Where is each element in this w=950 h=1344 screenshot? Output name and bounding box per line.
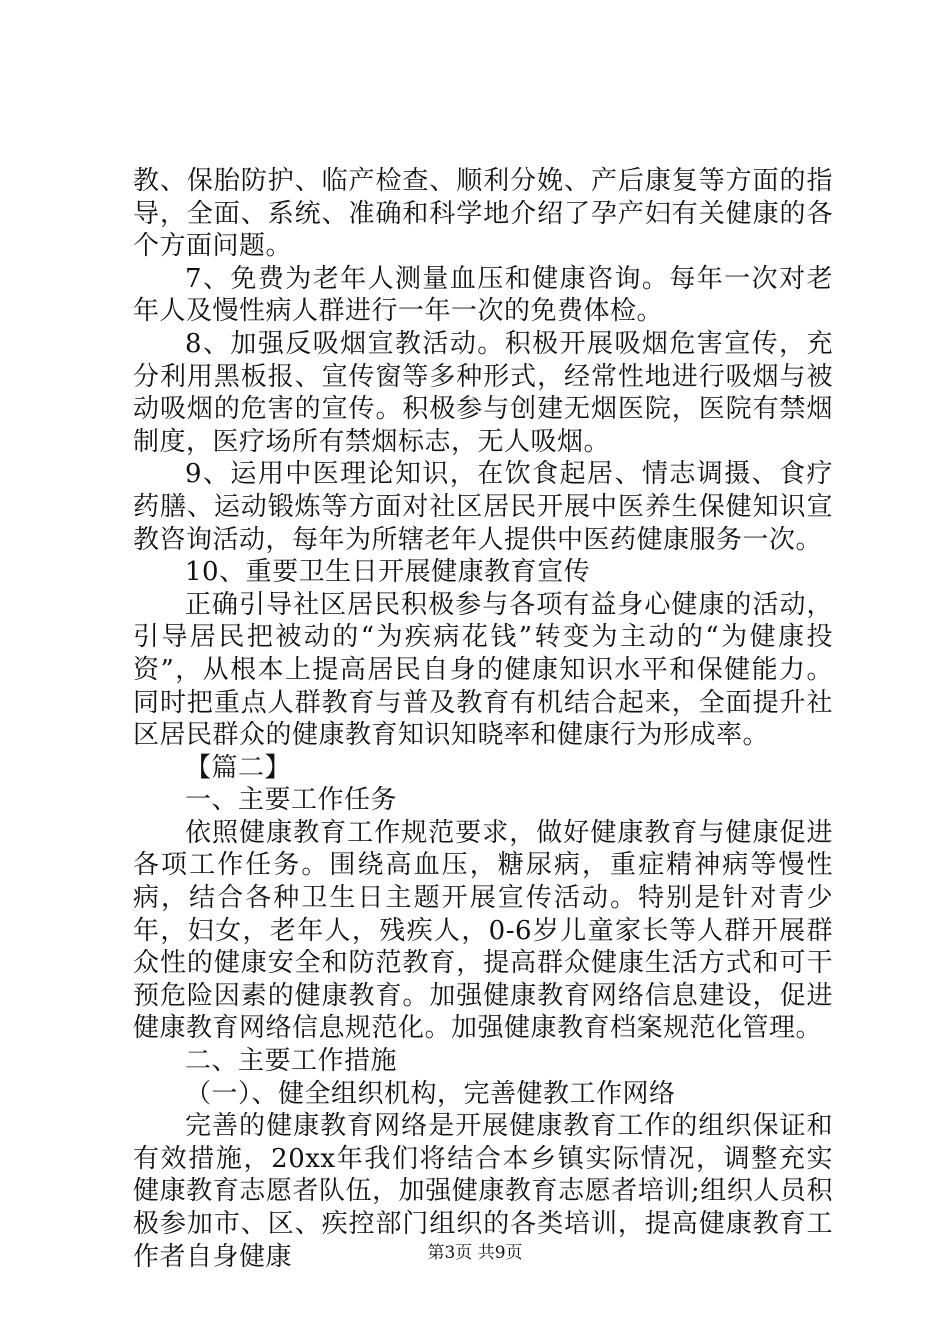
paragraph-2: 7、免费为老年人测量血压和健康咨询。每年一次对老年人及慢性病人群进行一年一次的免费体检。 [133, 263, 833, 327]
paragraph-main-tasks: 依照健康教育工作规范要求，做好健康教育与健康促进各项工作任务。围绕高血压，糖尿病，重症精神病等慢性病，结合各种卫生日主题开展宣传活动。特别是针对青少年，妇女，老年人，残疾人，0-6岁儿童家长等人群开展群众性的健康安全和防范教育，提高群众健康生活方式和可干预危险因素的健康教育。加强健康教育网络信息建设，促进健康教育网络信息规范化。加强健康教育档案规范化管理。 [133, 817, 833, 1044]
paragraph-5: 10、重要卫生日开展健康教育宣传 [185, 557, 591, 588]
heading-main-tasks: 一、主要工作任务 [185, 785, 398, 816]
paragraph-6: 正确引导社区居民积极参与各项有益身心健康的活动，引导居民把被动的“为疾病花钱”转变为主动的“为健康投资”，从根本上提高居民自身的健康知识水平和保健能力。同时把重点人群教育与普及教育有机结合起来，全面提升社区居民群众的健康教育知识知晓率和健康行为形成率。 [133, 589, 833, 751]
paragraph-organization: 完善的健康教育网络是开展健康教育工作的组织保证和有效措施，20xx年我们将结合本乡镇实际情况，调整充实健康教育志愿者队伍，加强健康教育志愿者培训;组织人员积极参加市、区、疾控部门组织的各类培训，提高健康教育工作者自身健康 [133, 1111, 833, 1272]
document-body [133, 165, 833, 1273]
subheading-organization: （一）、健全组织机构，完善健教工作网络 [185, 1078, 676, 1109]
heading-main-measures: 二、主要工作措施 [185, 1046, 398, 1077]
page-number-footer: 第3页 共9页 [427, 1243, 523, 1263]
paragraph-3: 8、加强反吸烟宣教活动。积极开展吸烟危害宣传，充分利用黑板报、宣传窗等多种形式，经常性地进行吸烟与被动吸烟的危害的宣传。积极参与创建无烟医院，医院有禁烟制度，医疗场所有禁烟标志，无人吸烟。 [133, 328, 833, 457]
paragraph-1: 教、保胎防护、临产检查、顺利分娩、产后康复等方面的指导，全面、系统、准确和科学地介绍了孕产妇有关健康的各个方面问题。 [133, 166, 833, 262]
section-heading-part-two: 【篇二】 [185, 752, 292, 783]
paragraph-4: 9、运用中医理论知识，在饮食起居、情志调摄、食疗药膳、运动锻炼等方面对社区居民开展中医养生保健知识宣教咨询活动，每年为所辖老年人提供中医药健康服务一次。 [133, 459, 833, 555]
